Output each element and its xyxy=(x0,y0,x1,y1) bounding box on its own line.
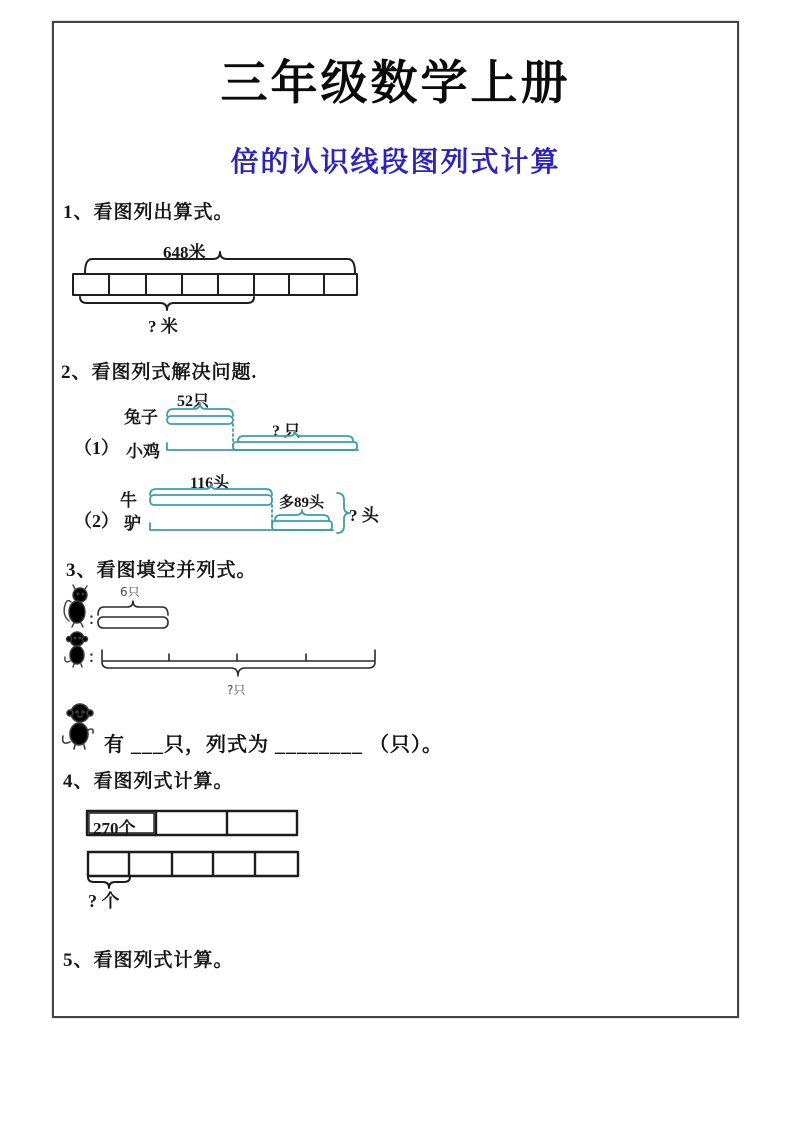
problem1-bar-diagram xyxy=(58,233,378,343)
chick-question-brace xyxy=(238,431,353,441)
squirrel-bar xyxy=(98,617,168,628)
problem2-2-top-label: 116头 xyxy=(190,475,230,492)
monkey-icon xyxy=(58,702,102,750)
problem2-1-segment-diagram xyxy=(160,384,365,456)
cow-brace xyxy=(150,484,272,495)
problem2-2-question-label: ? 头 xyxy=(349,506,379,525)
problem4-bar1-dividers xyxy=(156,811,227,835)
monkey-line xyxy=(102,650,375,661)
chick-baseline xyxy=(167,443,358,450)
donkey-total-right-brace xyxy=(337,493,350,533)
page-subtitle: 倍的认识线段图列式计算 xyxy=(230,147,561,178)
problem2-2-row2-label: 驴 xyxy=(124,514,141,533)
problem1-bottom-brace xyxy=(80,297,254,310)
problem4-heading: 4、看图列式计算。 xyxy=(63,771,234,792)
problem1-total-label: 648米 xyxy=(163,243,206,262)
chick-extra-bar xyxy=(233,442,357,450)
problem4-bar2-dividers xyxy=(129,852,255,876)
problem2-heading: 2、看图列式解决问题. xyxy=(61,362,258,383)
problem3-question-label: ?只 xyxy=(227,683,246,697)
problem1-question-label: ? 米 xyxy=(148,317,178,336)
problem1-bar-dividers xyxy=(109,274,324,295)
problem2-2-index: （2） xyxy=(74,511,119,531)
problem3-heading: 3、看图填空并列式。 xyxy=(66,560,257,581)
problem2-1-index: （1） xyxy=(74,438,119,458)
problem4-bar1-label: 270个 xyxy=(93,819,136,838)
monkey-total-brace xyxy=(102,662,375,676)
problem1-heading: 1、看图列出算式。 xyxy=(63,202,234,223)
squirrel-brace xyxy=(98,601,168,615)
problem4-bar2 xyxy=(88,852,298,876)
problem3-segment-diagram xyxy=(92,598,387,690)
donkey-baseline xyxy=(150,523,333,530)
rabbit-brace xyxy=(167,403,233,416)
problem5-heading: 5、看图列式计算。 xyxy=(63,950,234,971)
monkey-colon: ： xyxy=(88,650,104,666)
cow-bar xyxy=(150,495,272,505)
donkey-more-brace xyxy=(275,510,329,520)
problem2-1-row1-label: 兔子 xyxy=(124,408,158,427)
problem2-1-question-label: ? 只 xyxy=(272,423,301,440)
problem2-1-top-label: 52只 xyxy=(177,393,210,410)
problem3-top-label: 6只 xyxy=(120,585,140,599)
page-title: 三年级数学上册 xyxy=(220,58,571,110)
problem3-fill-blank-line: 有 ___只，列式为 ________ （只）。 xyxy=(104,734,443,756)
problem2-2-more-label: 多89头 xyxy=(279,495,325,511)
squirrel-colon: ： xyxy=(88,612,104,628)
problem2-1-row2-label: 小鸡 xyxy=(126,442,160,461)
problem2-2-segment-diagram xyxy=(145,482,360,540)
monkey-line-ticks xyxy=(169,654,306,661)
rabbit-bar xyxy=(167,416,233,424)
donkey-extra-bar xyxy=(272,521,332,530)
problem4-question-label: ? 个 xyxy=(88,891,120,911)
problem2-2-row1-label: 牛 xyxy=(120,491,137,510)
problem1-top-brace xyxy=(85,252,355,273)
problem1-bar xyxy=(73,274,357,295)
